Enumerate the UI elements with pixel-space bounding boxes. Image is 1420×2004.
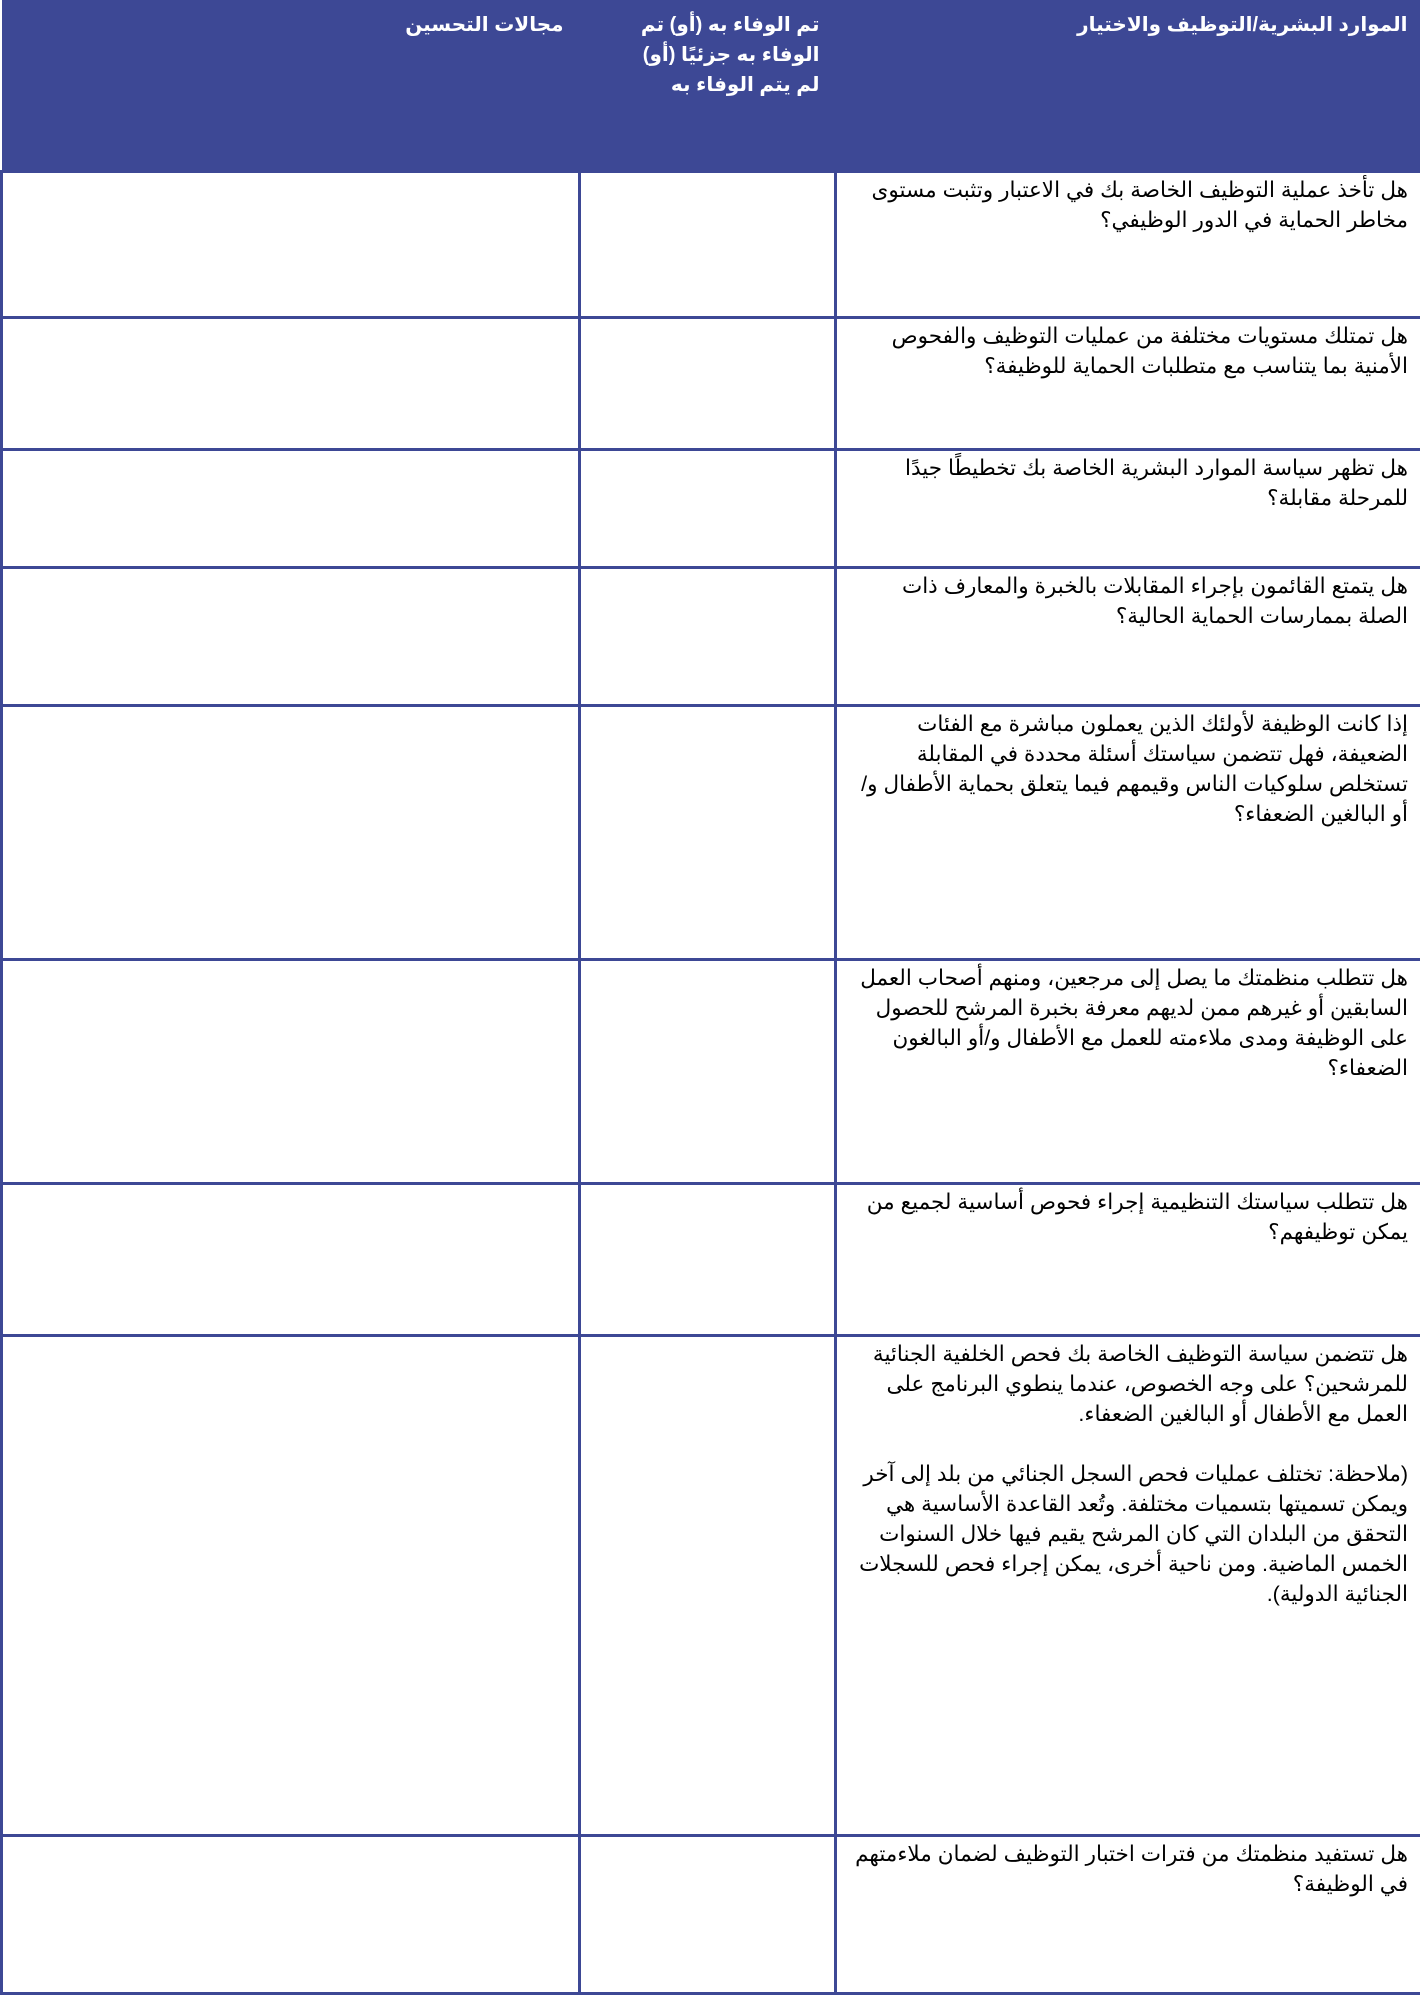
status-input-cell[interactable]	[580, 171, 836, 317]
improvement-input-cell[interactable]	[2, 567, 580, 705]
question-text: هل تأخذ عملية التوظيف الخاصة بك في الاعتبار وتثبت مستوى مخاطر الحماية في الدور الوظيفي؟	[871, 177, 1408, 232]
header-row	[2, 0, 1420, 171]
header-improvement-column: مجالات التحسين	[2, 0, 580, 171]
table-row	[2, 705, 1420, 959]
question-text: هل يتمتع القائمون بإجراء المقابلات بالخبرة والمعارف ذات الصلة بممارسات الحماية الحالية؟	[901, 573, 1408, 628]
table-row	[2, 567, 1420, 705]
table-row	[2, 1835, 1420, 1993]
header-status-column	[580, 0, 836, 171]
question-text: إذا كانت الوظيفة لأولئك الذين يعملون مباشرة مع الفئات الضعيفة، فهل تتضمن سياستك أسئلة محددة في المقابلة تستخلص سلوكيات الناس وقيمهم فيما يتعلق بحماية الأطفال و/أو البالغين الضعفاء؟	[861, 711, 1408, 826]
header-status-label: تم الوفاء به (أو) تم الوفاء به جزئيًا (أو) لم يتم الوفاء به	[640, 14, 820, 96]
improvement-input-cell[interactable]	[2, 1835, 580, 1993]
question-text: هل تتطلب منظمتك ما يصل إلى مرجعين، ومنهم أصحاب العمل السابقين أو غيرهم ممن لديهم معرفة بخبرة المرشح للحصول على الوظيفة ومدى ملاءمته للعمل مع الأطفال و/أو البالغون الضعفاء؟	[860, 965, 1408, 1080]
improvement-input-cell[interactable]	[2, 449, 580, 567]
status-input-cell[interactable]	[580, 959, 836, 1183]
status-input-cell[interactable]	[580, 705, 836, 959]
question-text: هل تتضمن سياسة التوظيف الخاصة بك فحص الخلفية الجنائية للمرشحين؟ على وجه الخصوص، عندما ينطوي البرنامج على العمل مع الأطفال أو البالغين الضعفاء.	[872, 1341, 1408, 1426]
question-cell	[836, 959, 1420, 1183]
improvement-input-cell[interactable]	[2, 317, 580, 449]
question-text: هل تستفيد منظمتك من فترات اختبار التوظيف لضمان ملاءمتهم في الوظيفة؟	[855, 1841, 1408, 1896]
question-text: هل تتطلب سياستك التنظيمية إجراء فحوص أساسية لجميع من يمكن توظيفهم؟	[866, 1189, 1408, 1244]
question-cell	[836, 1835, 1420, 1993]
question-cell	[836, 171, 1420, 317]
improvement-input-cell[interactable]	[2, 171, 580, 317]
question-cell	[836, 567, 1420, 705]
table-row	[2, 317, 1420, 449]
improvement-input-cell[interactable]	[2, 1335, 580, 1835]
question-cell	[836, 1335, 1420, 1835]
status-input-cell[interactable]	[580, 449, 836, 567]
table-row	[2, 1335, 1420, 1835]
improvement-input-cell[interactable]	[2, 959, 580, 1183]
question-text: هل تمتلك مستويات مختلفة من عمليات التوظيف والفحوص الأمنية بما يتناسب مع متطلبات الحماية للوظيفة؟	[891, 323, 1408, 378]
table-header	[2, 0, 1420, 171]
status-input-cell[interactable]	[580, 1335, 836, 1835]
header-section-title: الموارد البشرية/التوظيف والاختيار	[836, 0, 1420, 171]
question-cell	[836, 1183, 1420, 1335]
table-row	[2, 1183, 1420, 1335]
question-cell	[836, 705, 1420, 959]
status-input-cell[interactable]	[580, 317, 836, 449]
question-note: (ملاحظة: تختلف عمليات فحص السجل الجنائي من بلد إلى آخر ويمكن تسميتها بتسميات مختلفة. وتُعد القاعدة الأساسية هي التحقق من البلدان التي كان المرشح يقيم فيها خلال السنوات الخمس الماضية. ومن ناحية أخرى، يمكن إجراء فحص للسجلات الجنائية الدولية).	[859, 1461, 1408, 1606]
status-input-cell[interactable]	[580, 1183, 836, 1335]
question-cell	[836, 317, 1420, 449]
status-input-cell[interactable]	[580, 567, 836, 705]
table-body	[2, 171, 1420, 1993]
status-input-cell[interactable]	[580, 1835, 836, 1993]
improvement-input-cell[interactable]	[2, 705, 580, 959]
table-row	[2, 171, 1420, 317]
question-cell	[836, 449, 1420, 567]
table-row	[2, 959, 1420, 1183]
improvement-input-cell[interactable]	[2, 1183, 580, 1335]
question-text: هل تظهر سياسة الموارد البشرية الخاصة بك تخطيطًا جيدًا للمرحلة مقابلة؟	[904, 455, 1408, 510]
table-row	[2, 449, 1420, 567]
